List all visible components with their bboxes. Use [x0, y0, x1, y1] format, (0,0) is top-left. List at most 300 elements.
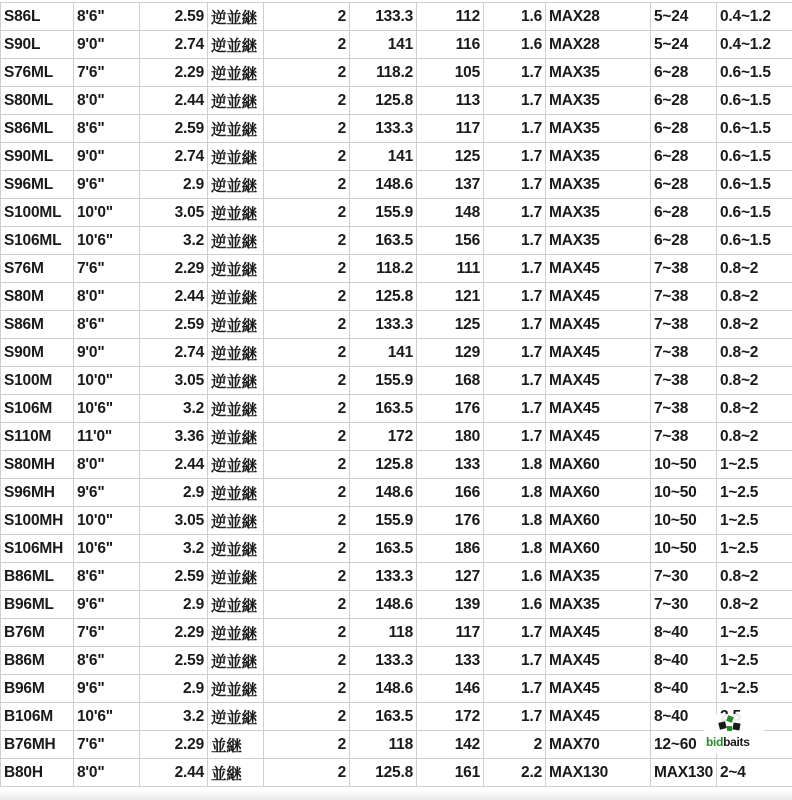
sections-cell: 2: [264, 619, 350, 647]
joint-type-cell: 逆並継: [208, 115, 264, 143]
tip-dia-cell: 1.7: [484, 199, 546, 227]
sections-cell: 2: [264, 423, 350, 451]
max-drag-cell: MAX45: [546, 647, 651, 675]
joint-type-cell: 逆並継: [208, 255, 264, 283]
length-m-cell: 2.44: [140, 451, 208, 479]
rod-spec-table: [0, 2, 792, 787]
line-size-cell: 1~2.5: [717, 535, 792, 563]
table-row: [1, 199, 792, 227]
length-m-cell: 2.29: [140, 255, 208, 283]
tip-dia-cell: 2: [484, 731, 546, 759]
model-cell: S100ML: [1, 199, 74, 227]
closed-length-cell: 141: [350, 143, 417, 171]
length-ft-cell: 10'6": [74, 227, 140, 255]
line-size-cell: 0.8~2: [717, 311, 792, 339]
sections-cell: 2: [264, 507, 350, 535]
weight-cell: 116: [417, 31, 484, 59]
max-drag-cell: MAX35: [546, 59, 651, 87]
closed-length-cell: 163.5: [350, 395, 417, 423]
max-drag-cell: MAX35: [546, 171, 651, 199]
closed-length-cell: 118.2: [350, 255, 417, 283]
length-m-cell: 2.59: [140, 563, 208, 591]
table-row: [1, 759, 792, 787]
tip-dia-cell: 1.7: [484, 367, 546, 395]
length-m-cell: 2.44: [140, 283, 208, 311]
sections-cell: 2: [264, 479, 350, 507]
length-ft-cell: 8'0": [74, 283, 140, 311]
line-size-cell: 0.6~1.5: [717, 87, 792, 115]
sections-cell: 2: [264, 171, 350, 199]
closed-length-cell: 148.6: [350, 675, 417, 703]
weight-cell: 161: [417, 759, 484, 787]
length-ft-cell: 7'6": [74, 255, 140, 283]
line-size-cell: 0.8~2: [717, 339, 792, 367]
joint-type-cell: 逆並継: [208, 171, 264, 199]
model-cell: B96M: [1, 675, 74, 703]
joint-type-cell: 逆並継: [208, 367, 264, 395]
length-m-cell: 2.44: [140, 759, 208, 787]
lure-weight-cell: 7~30: [651, 591, 717, 619]
line-size-cell: 0.6~1.5: [717, 143, 792, 171]
max-drag-cell: MAX45: [546, 311, 651, 339]
lure-weight-cell: MAX130: [651, 759, 717, 787]
max-drag-cell: MAX45: [546, 255, 651, 283]
line-size-cell: 0.4~1.2: [717, 3, 792, 31]
length-m-cell: 2.59: [140, 647, 208, 675]
weight-cell: 113: [417, 87, 484, 115]
bidbaits-watermark: [704, 714, 764, 754]
sections-cell: 2: [264, 311, 350, 339]
line-size-cell: 1~2.5: [717, 675, 792, 703]
tip-dia-cell: 1.7: [484, 87, 546, 115]
joint-type-cell: 逆並継: [208, 143, 264, 171]
joint-type-cell: 逆並継: [208, 423, 264, 451]
closed-length-cell: 163.5: [350, 703, 417, 731]
table-row: [1, 283, 792, 311]
weight-cell: 111: [417, 255, 484, 283]
closed-length-cell: 133.3: [350, 115, 417, 143]
model-cell: B86ML: [1, 563, 74, 591]
joint-type-cell: 逆並継: [208, 3, 264, 31]
lure-weight-cell: 5~24: [651, 31, 717, 59]
sections-cell: 2: [264, 255, 350, 283]
table-row: [1, 339, 792, 367]
model-cell: S110M: [1, 423, 74, 451]
length-ft-cell: 8'0": [74, 87, 140, 115]
sections-cell: 2: [264, 339, 350, 367]
lure-weight-cell: 6~28: [651, 143, 717, 171]
length-ft-cell: 10'6": [74, 535, 140, 563]
lure-weight-cell: 6~28: [651, 115, 717, 143]
tip-dia-cell: 1.7: [484, 227, 546, 255]
length-m-cell: 3.05: [140, 367, 208, 395]
length-m-cell: 2.59: [140, 3, 208, 31]
closed-length-cell: 155.9: [350, 367, 417, 395]
length-ft-cell: 7'6": [74, 59, 140, 87]
table-row: [1, 395, 792, 423]
max-drag-cell: MAX60: [546, 507, 651, 535]
length-m-cell: 2.74: [140, 339, 208, 367]
max-drag-cell: MAX35: [546, 87, 651, 115]
max-drag-cell: MAX28: [546, 3, 651, 31]
length-m-cell: 2.29: [140, 619, 208, 647]
line-size-cell: 0.4~1.2: [717, 31, 792, 59]
length-m-cell: 2.29: [140, 731, 208, 759]
closed-length-cell: 133.3: [350, 563, 417, 591]
weight-cell: 121: [417, 283, 484, 311]
closed-length-cell: 155.9: [350, 199, 417, 227]
weight-cell: 129: [417, 339, 484, 367]
tip-dia-cell: 1.6: [484, 563, 546, 591]
max-drag-cell: MAX130: [546, 759, 651, 787]
length-ft-cell: 9'6": [74, 591, 140, 619]
table-row: [1, 535, 792, 563]
table-row: [1, 563, 792, 591]
max-drag-cell: MAX60: [546, 479, 651, 507]
table-row: [1, 423, 792, 451]
weight-cell: 112: [417, 3, 484, 31]
model-cell: S106MH: [1, 535, 74, 563]
tip-dia-cell: 1.7: [484, 619, 546, 647]
tip-dia-cell: 1.6: [484, 31, 546, 59]
tip-dia-cell: 1.7: [484, 675, 546, 703]
model-cell: S76M: [1, 255, 74, 283]
closed-length-cell: 163.5: [350, 227, 417, 255]
tip-dia-cell: 1.7: [484, 115, 546, 143]
sections-cell: 2: [264, 563, 350, 591]
table-row: [1, 87, 792, 115]
tip-dia-cell: 1.6: [484, 3, 546, 31]
model-cell: B86M: [1, 647, 74, 675]
model-cell: S86ML: [1, 115, 74, 143]
lure-weight-cell: 6~28: [651, 59, 717, 87]
table-row: [1, 731, 792, 759]
sections-cell: 2: [264, 283, 350, 311]
lure-weight-cell: 7~38: [651, 339, 717, 367]
lure-weight-cell: 10~50: [651, 535, 717, 563]
weight-cell: 148: [417, 199, 484, 227]
length-ft-cell: 10'6": [74, 703, 140, 731]
table-row: [1, 703, 792, 731]
length-ft-cell: 9'6": [74, 171, 140, 199]
table-row: [1, 311, 792, 339]
weight-cell: 186: [417, 535, 484, 563]
line-size-cell: 0.8~2: [717, 367, 792, 395]
joint-type-cell: 逆並継: [208, 199, 264, 227]
length-m-cell: 3.05: [140, 507, 208, 535]
joint-type-cell: 逆並継: [208, 507, 264, 535]
table-row: [1, 367, 792, 395]
length-m-cell: 2.9: [140, 591, 208, 619]
length-m-cell: 3.2: [140, 227, 208, 255]
length-m-cell: 3.05: [140, 199, 208, 227]
model-cell: S80ML: [1, 87, 74, 115]
max-drag-cell: MAX35: [546, 143, 651, 171]
lure-weight-cell: 12~60: [651, 731, 717, 759]
lure-weight-cell: 6~28: [651, 227, 717, 255]
weight-cell: 117: [417, 115, 484, 143]
lure-weight-cell: 6~28: [651, 199, 717, 227]
table-row: [1, 143, 792, 171]
sections-cell: 2: [264, 115, 350, 143]
lure-weight-cell: 10~50: [651, 479, 717, 507]
closed-length-cell: 118.2: [350, 59, 417, 87]
joint-type-cell: 逆並継: [208, 87, 264, 115]
table-row: [1, 171, 792, 199]
tip-dia-cell: 1.7: [484, 311, 546, 339]
line-size-cell: 0.8~2: [717, 283, 792, 311]
model-cell: S90M: [1, 339, 74, 367]
closed-length-cell: 118: [350, 731, 417, 759]
lure-weight-cell: 6~28: [651, 171, 717, 199]
sections-cell: 2: [264, 59, 350, 87]
model-cell: B76MH: [1, 731, 74, 759]
max-drag-cell: MAX45: [546, 367, 651, 395]
max-drag-cell: MAX35: [546, 199, 651, 227]
sections-cell: 2: [264, 731, 350, 759]
closed-length-cell: 148.6: [350, 171, 417, 199]
lure-weight-cell: 7~38: [651, 283, 717, 311]
table-row: [1, 227, 792, 255]
table-row: [1, 619, 792, 647]
lure-weight-cell: 5~24: [651, 3, 717, 31]
tip-dia-cell: 1.6: [484, 591, 546, 619]
lure-weight-cell: 10~50: [651, 451, 717, 479]
line-size-cell: 1~2.5: [717, 647, 792, 675]
length-ft-cell: 8'6": [74, 115, 140, 143]
lure-weight-cell: 8~40: [651, 703, 717, 731]
max-drag-cell: MAX35: [546, 563, 651, 591]
line-size-cell: 1~2.5: [717, 619, 792, 647]
lure-weight-cell: 7~38: [651, 367, 717, 395]
tip-dia-cell: 1.7: [484, 143, 546, 171]
closed-length-cell: 141: [350, 339, 417, 367]
lure-weight-cell: 8~40: [651, 647, 717, 675]
line-size-cell: 0.6~1.5: [717, 227, 792, 255]
joint-type-cell: 逆並継: [208, 339, 264, 367]
length-m-cell: 2.59: [140, 115, 208, 143]
lure-weight-cell: 10~50: [651, 507, 717, 535]
sections-cell: 2: [264, 199, 350, 227]
closed-length-cell: 133.3: [350, 647, 417, 675]
length-m-cell: 2.74: [140, 31, 208, 59]
closed-length-cell: 125.8: [350, 87, 417, 115]
length-ft-cell: 9'6": [74, 675, 140, 703]
length-ft-cell: 9'6": [74, 479, 140, 507]
length-ft-cell: 8'6": [74, 563, 140, 591]
max-drag-cell: MAX35: [546, 591, 651, 619]
tip-dia-cell: 1.7: [484, 59, 546, 87]
closed-length-cell: 125.8: [350, 283, 417, 311]
lure-weight-cell: 7~38: [651, 395, 717, 423]
weight-cell: 137: [417, 171, 484, 199]
closed-length-cell: 133.3: [350, 311, 417, 339]
weight-cell: 156: [417, 227, 484, 255]
table-row: [1, 59, 792, 87]
model-cell: B106M: [1, 703, 74, 731]
line-size-cell: 0.8~2: [717, 563, 792, 591]
tip-dia-cell: 1.8: [484, 507, 546, 535]
tip-dia-cell: 1.7: [484, 647, 546, 675]
length-ft-cell: 10'0": [74, 507, 140, 535]
weight-cell: 172: [417, 703, 484, 731]
line-size-cell: 0.8~2: [717, 395, 792, 423]
length-ft-cell: 8'0": [74, 759, 140, 787]
weight-cell: 180: [417, 423, 484, 451]
model-cell: B80H: [1, 759, 74, 787]
max-drag-cell: MAX45: [546, 395, 651, 423]
max-drag-cell: MAX35: [546, 227, 651, 255]
closed-length-cell: 141: [350, 31, 417, 59]
lure-weight-cell: 7~38: [651, 311, 717, 339]
table-row: [1, 3, 792, 31]
joint-type-cell: 逆並継: [208, 535, 264, 563]
joint-type-cell: 逆並継: [208, 703, 264, 731]
tip-dia-cell: 2.2: [484, 759, 546, 787]
sections-cell: 2: [264, 227, 350, 255]
closed-length-cell: 133.3: [350, 3, 417, 31]
table-row: [1, 451, 792, 479]
length-m-cell: 2.44: [140, 87, 208, 115]
closed-length-cell: 148.6: [350, 479, 417, 507]
table-row: [1, 675, 792, 703]
tip-dia-cell: 1.8: [484, 451, 546, 479]
length-ft-cell: 9'0": [74, 339, 140, 367]
tip-dia-cell: 1.7: [484, 703, 546, 731]
sections-cell: 2: [264, 3, 350, 31]
closed-length-cell: 155.9: [350, 507, 417, 535]
closed-length-cell: 118: [350, 619, 417, 647]
sections-cell: 2: [264, 367, 350, 395]
max-drag-cell: MAX28: [546, 31, 651, 59]
model-cell: S86L: [1, 3, 74, 31]
weight-cell: 127: [417, 563, 484, 591]
sections-cell: 2: [264, 591, 350, 619]
closed-length-cell: 172: [350, 423, 417, 451]
max-drag-cell: MAX60: [546, 535, 651, 563]
joint-type-cell: 並継: [208, 731, 264, 759]
length-ft-cell: 8'6": [74, 647, 140, 675]
sections-cell: 2: [264, 647, 350, 675]
model-cell: S86M: [1, 311, 74, 339]
weight-cell: 139: [417, 591, 484, 619]
line-size-cell: 0.8~2: [717, 591, 792, 619]
weight-cell: 117: [417, 619, 484, 647]
model-cell: S80MH: [1, 451, 74, 479]
line-size-cell: 0.8~2: [717, 423, 792, 451]
brand-dark-text: baits: [723, 735, 750, 749]
length-m-cell: 3.36: [140, 423, 208, 451]
length-ft-cell: 9'0": [74, 31, 140, 59]
tip-dia-cell: 1.7: [484, 171, 546, 199]
length-ft-cell: 8'0": [74, 451, 140, 479]
max-drag-cell: MAX45: [546, 339, 651, 367]
sections-cell: 2: [264, 535, 350, 563]
joint-type-cell: 並継: [208, 759, 264, 787]
joint-type-cell: 逆並継: [208, 283, 264, 311]
line-size-cell: 0.6~1.5: [717, 115, 792, 143]
length-m-cell: 2.9: [140, 675, 208, 703]
sections-cell: 2: [264, 395, 350, 423]
model-cell: S80M: [1, 283, 74, 311]
length-ft-cell: 10'6": [74, 395, 140, 423]
weight-cell: 125: [417, 143, 484, 171]
closed-length-cell: 148.6: [350, 591, 417, 619]
joint-type-cell: 逆並継: [208, 619, 264, 647]
max-drag-cell: MAX35: [546, 115, 651, 143]
sections-cell: 2: [264, 759, 350, 787]
max-drag-cell: MAX45: [546, 619, 651, 647]
line-size-cell: 2~4: [717, 759, 792, 787]
weight-cell: 176: [417, 395, 484, 423]
length-m-cell: 2.29: [140, 59, 208, 87]
max-drag-cell: MAX60: [546, 451, 651, 479]
weight-cell: 125: [417, 311, 484, 339]
lure-weight-cell: 7~30: [651, 563, 717, 591]
length-m-cell: 2.59: [140, 311, 208, 339]
model-cell: S90ML: [1, 143, 74, 171]
sections-cell: 2: [264, 87, 350, 115]
table-row: [1, 507, 792, 535]
table-row: [1, 647, 792, 675]
tip-dia-cell: 1.7: [484, 395, 546, 423]
model-cell: S96MH: [1, 479, 74, 507]
model-cell: S90L: [1, 31, 74, 59]
bidbaits-cube-icon: [718, 714, 742, 734]
model-cell: S100M: [1, 367, 74, 395]
lure-weight-cell: 7~38: [651, 255, 717, 283]
closed-length-cell: 125.8: [350, 759, 417, 787]
line-size-cell: 0.8~2: [717, 255, 792, 283]
table-row: [1, 31, 792, 59]
closed-length-cell: 163.5: [350, 535, 417, 563]
length-ft-cell: 10'0": [74, 367, 140, 395]
weight-cell: 133: [417, 647, 484, 675]
tip-dia-cell: 1.7: [484, 255, 546, 283]
weight-cell: 168: [417, 367, 484, 395]
joint-type-cell: 逆並継: [208, 227, 264, 255]
length-m-cell: 2.9: [140, 171, 208, 199]
table-row: [1, 591, 792, 619]
max-drag-cell: MAX45: [546, 675, 651, 703]
model-cell: S100MH: [1, 507, 74, 535]
joint-type-cell: 逆並継: [208, 647, 264, 675]
model-cell: B76M: [1, 619, 74, 647]
length-ft-cell: 7'6": [74, 619, 140, 647]
length-m-cell: 3.2: [140, 395, 208, 423]
weight-cell: 105: [417, 59, 484, 87]
tip-dia-cell: 1.7: [484, 283, 546, 311]
length-m-cell: 2.74: [140, 143, 208, 171]
bottom-edge-shade: [0, 789, 792, 800]
model-cell: S76ML: [1, 59, 74, 87]
table-row: [1, 255, 792, 283]
table-row: [1, 115, 792, 143]
max-drag-cell: MAX45: [546, 703, 651, 731]
lure-weight-cell: 8~40: [651, 675, 717, 703]
line-size-cell: 0.6~1.5: [717, 171, 792, 199]
weight-cell: 142: [417, 731, 484, 759]
line-size-cell: 1~2.5: [717, 479, 792, 507]
joint-type-cell: 逆並継: [208, 591, 264, 619]
max-drag-cell: MAX45: [546, 423, 651, 451]
length-ft-cell: 10'0": [74, 199, 140, 227]
line-size-cell: 1~2.5: [717, 451, 792, 479]
sections-cell: 2: [264, 143, 350, 171]
max-drag-cell: MAX45: [546, 283, 651, 311]
joint-type-cell: 逆並継: [208, 311, 264, 339]
line-size-cell: 0.6~1.5: [717, 59, 792, 87]
